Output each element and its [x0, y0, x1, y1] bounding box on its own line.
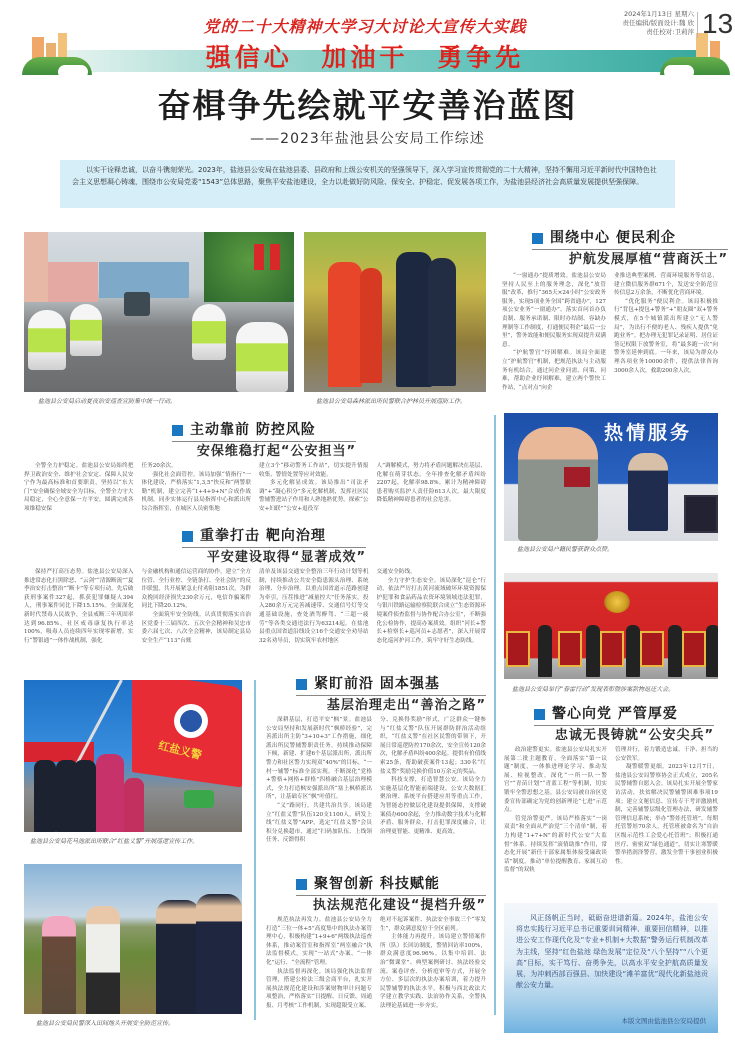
- paragraph: 建立3个“移动警务工作站”，切实提升情报收集、警情处置等应对效能。: [259, 463, 369, 478]
- section-kicker-text: 警心向党 严管厚爱: [552, 706, 678, 722]
- photo-forest-patrol: [304, 232, 486, 392]
- section-body: [266, 916, 486, 1040]
- paragraph: “优化服务”便民利企。该局积极推行“背包+提包+警务”+“朋友圈”双+警务模式，在5个城镇派出所建立“无人警局”，为出行不便的老人、残疾人提供“免跑业务”。把办理无犯罪记录证明、居住证签记权限下放警务室，将“最多跑一次”向警务室延伸到底。一年来，该局为群众办理各项业务10000余件，提供法律咨询3000余人次，救助200余人次。: [614, 298, 718, 374]
- intro-paragraph: 以实干诠释忠诚，以奋斗镌刻荣光。2023年，盐池县公安局在盐池县委、县政府和上级公安机关的坚强领导下，深入学习宣传贯彻党的二十大精神，坚持不懈用习近平新时代中国特色社会主义思想凝心铸魂，围绕市公安局党委“1543”总体思路，聚焦平安盐池建设，全力以赴做好防风险、保安全、护稳定、促发展各项工作，为盐池县经济社会高质量发展提供坚强保障。: [60, 160, 675, 208]
- text-column: [24, 462, 134, 522]
- section-kicker: [172, 422, 356, 439]
- photo-caption: 盐池县公安局举行“春雷行动”发现表彰暨涉案款物返还大会。: [512, 686, 675, 693]
- text-column: [502, 272, 606, 402]
- paragraph: “一窗通办”提质增效。盐池县公安局坚持人民至上的服务理念，深化“放管服”改革，推行“365天×24小时”公安政务服务，实现5项业务全国“跨省通办”，127项公安业务“一窗通办”。落实首问首办负责制、服务承诺制、限时办结制、容缺办理制等工作制度，打通便民利企“最后一公里”，警务效能和便民服务实现双提升双满意。: [502, 273, 606, 348]
- issue-date: 2024年1月13日 星期六: [623, 10, 694, 18]
- text-column: [142, 462, 252, 522]
- paragraph: 清单及该县交通安全整治三年行动计划等机制，持续推动公共安全隐患源头治理、系统治理、分步治理。以重点国省道示范路创建为牵引，压茬推进“减量控大”任务落实，投入280余万元完善减速带、交通信号灯等交通基础设施，查处酒驾醉驾、“三超一疲劳”等各类交通违法行为63214起。在盐池县重点国省道沿线设立16个交通安全劝导站32名劝导员，切实筑牢农村地区: [259, 569, 369, 644]
- paragraph: 凝警暖警更细。2023年12月7日，盐池县公安局警察协会正式成立，205名民警辅警自愿入会。该局扎实开展全警家访活动，扶贫解决民警辅警困难事项19项；建立文秘信息、宣传专干考评激励机制，完善辅警层级化管理办法，研发辅警管理信息系统；举办“警娃托管班”，每期托管警娃70余人，托管班被命名为“自治区级示范性工会爱心托管班”；积极打通医疗、密密双“绿色通道”，切实让寒警暖警举措润泽警营，激发全警干事创业积极性。: [615, 764, 718, 865]
- square-bullet-icon: [182, 531, 193, 542]
- paragraph: “义”路同行，共建共治共享。该局建立“红盐义警”队伍120支1100人，研发上线“红盐义警”APP，选定“红盐义警”会员积分兑换超市，通过“扫码加队伍、上线领任务、反馈得积: [266, 802, 372, 844]
- section-header: [534, 706, 714, 744]
- paragraph: 深耕基层，打造平安“枫”景。盐池县公安局坚持和发展新时代“枫桥经验”，完善派出所主防“3+10+3”工作措施，细化派出所民警辅警职责任务。持续推动保障下倾，新建、扩建6个基层派出所，派出所警力和社区警力实现双“40%”的目标，“一村一辅警”标准全部实现。不断深化“党格+警格+网格+群格”四格融合基层治理模式，全力打造枫安强派出所“塞上枫桥派出所”，让基础专区“枫”叶值红。: [266, 717, 372, 801]
- section-deck: 忠诚无畏铸就“公安尖兵”: [554, 728, 714, 743]
- photo-caption: 盐池县公安局民警深入田间地头开展安全防范宣传。: [36, 1020, 175, 1027]
- closing-statement-box: [504, 903, 718, 1033]
- section-deck: 执法规范化建设“提档升级”: [312, 898, 486, 913]
- paragraph: 管理并行，着力锻造忠诚、干净、担当的公安铁军。: [615, 747, 718, 762]
- section-kicker-text: 聚智创新 科技赋能: [314, 876, 440, 892]
- section-kicker-text: 主动靠前 防控风险: [190, 422, 316, 438]
- photo-service-counter: [504, 413, 718, 541]
- section-kicker: [534, 706, 714, 723]
- paragraph: 任务20余次。: [141, 463, 177, 469]
- text-column: [266, 716, 372, 870]
- paragraph: 多元化解显成效。该局推出“司法矛调”+“凝心积分”多元化解机制，发挥社区民警辅警进站子作用和人熟地熟优势，探索“公安+妇联”“公安+退役军: [259, 480, 369, 512]
- scenery-illustration-left: [22, 30, 92, 75]
- section-rule: [296, 695, 486, 696]
- text-column: [380, 916, 486, 1040]
- paragraph: 规范执法再发力。盐池县公安局全力打造“三位一体+5”高度集中的执法办案管理中心，积极构建“1+9+6”两级执法巡查体系，推动案管室和指挥室“两室融合”执法监督模式，实现“一站式”办案、“一体化”运行、“全流程”管理。: [266, 917, 372, 966]
- photo-caption: 盐池县公安局花马池派出所联合“红盐义警”开展巡逻宣传工作。: [30, 838, 199, 845]
- section-header: [182, 528, 366, 566]
- paragraph: 科技支撑，打造智慧公安。该局全力实施基层化智能前端建设，公安大数据汇聚治理、系统平台搭建应用等重点工作，为智能态控做层化建设提供保障，支撑破案侦办600余起，全力推动数字技术与化解矛盾、服务群众、打击犯罪深度融合，让治理更智能、更精准、更高效。: [380, 777, 486, 835]
- square-bullet-icon: [296, 679, 307, 690]
- section-header: [532, 230, 728, 268]
- section-body: [24, 568, 486, 668]
- section-body: [24, 462, 486, 522]
- campaign-slogan: 党的二十大精神大学习大讨论大宣传大实践: [203, 17, 527, 36]
- photo-caption: 盐池县公安局户籍民警获群众点赞。: [517, 546, 614, 553]
- text-column: [266, 916, 372, 1040]
- text-column: [615, 746, 718, 896]
- photo-award-ceremony: [504, 573, 718, 679]
- column-divider: [254, 680, 256, 1020]
- page-number: 13: [702, 8, 734, 39]
- slogan-part: 强信心: [205, 43, 293, 72]
- text-column: [377, 568, 487, 668]
- section-deck: 平安建设取得“显著成效”: [206, 550, 366, 565]
- section-body: [504, 746, 718, 896]
- section-body: [502, 272, 718, 402]
- paragraph: 保持严打高压态势。盐池县公安局深入推进常态化扫黑除恶、“云剑”“清源断流”“夏季治安打击整治”“断卡”等专项行动，先后破获刑事案件327起，抓获犯罪嫌疑人394人，刑事案件同比下降15.15%。全面深化新时代禁毒人民战争，全县戒断三年巩固率达到96.85%，社区戒毒康复执行率达100%，吸毒人员连续四年实现零新增。实行“警银通”一体作战机制，强化: [24, 569, 134, 644]
- proofreader-credit: 责任校对:卫莉萍: [646, 28, 694, 36]
- text-column: [380, 716, 486, 870]
- section-kicker: [296, 676, 486, 693]
- paragraph: 管党治警更严。该局严格落实“一岗双责”和全面从严治党“三个清单”制，着力构建“1+7+N”的新时代公安“大监督”体系。持续发挥“滚情助推”作用，常态化开展“新任干部家属集体接受廉政谈话”制度，推动“单位提醒教育、家属互动监督”的双轨: [504, 815, 607, 874]
- section-rule: [296, 895, 486, 896]
- section-kicker-text: 重拳打击 靶向治理: [200, 528, 326, 544]
- paragraph: “护航警官”纾困解难。该局全面建立“护航警官”机制，把规范执法与主动服务有机结合，通过问企业问需、问策、问难，帮助企业纾困解难，建立两个警快工作站，“点对点”向企: [502, 350, 606, 391]
- paragraph: 交通安全防线。: [376, 569, 416, 575]
- paragraph: 与金融机构和通信运营商的协作，建立“全方位管、全行业控、全链条打、全社会防”的反诈联盟，共开展紧急止付劝阻1851次，为群众挽回经济损失230余万元，电信诈骗案件同比下降20.12%。: [141, 569, 251, 610]
- text-column: [259, 568, 369, 668]
- text-column: [377, 462, 487, 522]
- paragraph: 全力守护生态安全。该局深化“昆仑”行动，依法严厉打击黄河流域破坏环境资源保护犯罪和食品药品农资环境领域违法犯罪，与银川铁路运输检察院联合成立“生态资源环境案件侦查监督与协作配合办公室”，不断强化公检协作，提高办案质效。组织“河长+警长+检察长+巡河员+志愿者”，深入开展常态化巡河护河工作，筑牢守好生态防线。: [376, 577, 486, 644]
- masthead: [0, 0, 735, 75]
- text-column: [614, 272, 718, 402]
- section-kicker-text: 紧盯前沿 固本强基: [314, 676, 440, 692]
- column-divider: [494, 415, 496, 1015]
- section-deck: 护航发展厚植“营商沃土”: [568, 252, 728, 267]
- paragraph: 人”调解模式，努力将矛盾问题解决在基层、化解在萌芽状态。全年排查化解矛盾纠纷2207起，化解率98.8%。累计为精神障碍患者购买监护人责任险613人次，最大限度降低精神障碍患者的社会危害。: [376, 463, 486, 504]
- section-rule: [172, 441, 356, 442]
- editor-credit: 责任编辑/版面设计:魏 欣: [622, 19, 694, 27]
- section-kicker: [296, 876, 486, 893]
- article-headline: 奋楫争先绘就平安善治蓝图: [157, 86, 578, 125]
- photo-caption: 盐池县公安局启动夏夜治安巡查宣防集中统一行动。: [38, 398, 177, 405]
- page-meta: [588, 10, 694, 37]
- square-bullet-icon: [172, 425, 183, 436]
- section-body: [266, 716, 486, 870]
- paragraph: 全面筑牢安全防线。认真贯彻落实自治区党委十三届四次、五次全会精神和吴忠市委六届七次、八次全会精神，该局制定县局安全生产“113”台账: [141, 611, 251, 644]
- paragraph: 强化社会面管控。该局加强“情指行”一体化建设，严格落实“1,3,5”快反和“两警联勤”机制，建立完善“1+4+9+N”合成作战机制，同步实体运行县局指挥中心和派出所综合指挥室，在城区人员密集地: [141, 471, 251, 512]
- paragraph: 分、兑换得奖励”形式，广泛群众一键参与“红盐义警”队伍开展群防群治活动组织，“红盐义警”在社区民警的带领下，开展日常巡逻防控170余次，安全宣传120余次，化解矛盾纠纷400余起。提供有价值线索25条，帮助破获案件13起；330名“红盐义警”奖励兑换价值10万余元的奖品。: [380, 717, 486, 775]
- meta-divider: [697, 12, 698, 38]
- square-bullet-icon: [296, 879, 307, 890]
- text-column: [259, 462, 369, 522]
- photo-caption: 盐池县公安局森林派出所民警联合护林员开展巡防工作。: [316, 398, 467, 405]
- square-bullet-icon: [534, 709, 545, 720]
- section-header: [172, 422, 356, 460]
- closing-text: 风正扬帆正当时，砥砺奋进谱新篇。2024年，盐池公安将忠实践行习近平总书记重要训词精神、重要回信精神，以推进公安工作现代化及“专业+机制+大数据”警务运行机制改革为主线，坚持“红色盐池 绿色发展”定位及“八个坚持”“八个更高”目标，实干笃行、奋勇争先，以高水平安全护航高质量发展，为冲刺西部百强县、加快建设“滩羊富优”现代化新盐池贡献公安力量。: [516, 914, 708, 990]
- section-kicker: [182, 528, 366, 545]
- photo-police-motorcade: [24, 232, 294, 392]
- square-bullet-icon: [532, 233, 543, 244]
- paragraph: 绝对不起诉案件、执法安全事故三个“零发生”，群众满意度位于全区前列。: [380, 917, 486, 932]
- paragraph: 执法监督再深化。该局强化执法监督管理，搭建公检法三级会商平台，扎实开展执法规范化建设和涉案财物审计问题专项整治，严格落实“日提醒、日反馈、周通报、月考核”工作机制，实现超限受立案、: [266, 968, 372, 1009]
- wall-sign-text: 热情服务: [604, 422, 693, 444]
- main-slogan: [150, 42, 580, 74]
- section-kicker-text: 围绕中心 便民利企: [550, 230, 676, 246]
- photo-field-publicity: [24, 864, 242, 1014]
- photo-text-credit: 本版文图由盐池县公安局提供: [621, 1017, 706, 1025]
- slogan-part: 加油干: [321, 43, 409, 72]
- section-deck: 基层治理走出“善治之路”: [326, 698, 486, 713]
- section-header: [296, 876, 486, 914]
- section-deck: 安保维稳打起“公安担当”: [196, 444, 356, 459]
- section-header: [296, 676, 486, 714]
- article-subheadline: ——2023年盐池县公安局工作综述: [250, 131, 485, 147]
- paragraph: 政治建警更实。盐池县公安局扎实开展第二批主题教育，全面落实“第一议题”制度，一体推进理论学习、推动发展、检视整改。深化“一所一队一警官”“青苗计划”“青蓝工程”等机制，切实锻牢全警思想之基。县公安局被自治区党委宣传部确定为党的创新理论“七进”示范点。: [504, 747, 607, 814]
- paragraph: 主体能力再提升。该局建立警情案件所（队）长回访制度，警情回访率100%，群众满意度96.96%。以集中培训、法治“微课堂”、典型案例研讨、执法经验交流、案卷评查、分析庭审等方式，开展全方位、多层次的执法办案培训，着力提升民警辅警的执法水平。积极与西北政法大学建立教学实践、法治协作关系，全警执法理论基础进一步夯实。: [380, 934, 486, 1009]
- section-rule: [182, 547, 366, 548]
- text-column: [142, 568, 252, 668]
- text-column: [504, 746, 607, 896]
- section-rule: [534, 725, 714, 726]
- text-column: [24, 568, 134, 668]
- flag-text: 红盐义警: [157, 738, 203, 763]
- section-kicker: [532, 230, 728, 247]
- photo-volunteer-flag: [24, 680, 242, 832]
- paragraph: 业推送典型案例、营商环境服务等信息，建立微信服务群671个，发送安全防范宣传信息2万余条，不断优化营商环境。: [614, 273, 718, 297]
- slogan-part: 勇争先: [437, 43, 525, 72]
- paragraph: 全警全力护稳定。盐池县公安局始终把捍卫政治安全、维护社会安定、保障人民安宁作为最高标准和首要职责，坚持以“东大门”安全确保全域安全为目标，全警全力守大局稳定，全心全意保一方平安，圆满完成各项维稳安保: [24, 463, 134, 512]
- section-rule: [532, 249, 728, 250]
